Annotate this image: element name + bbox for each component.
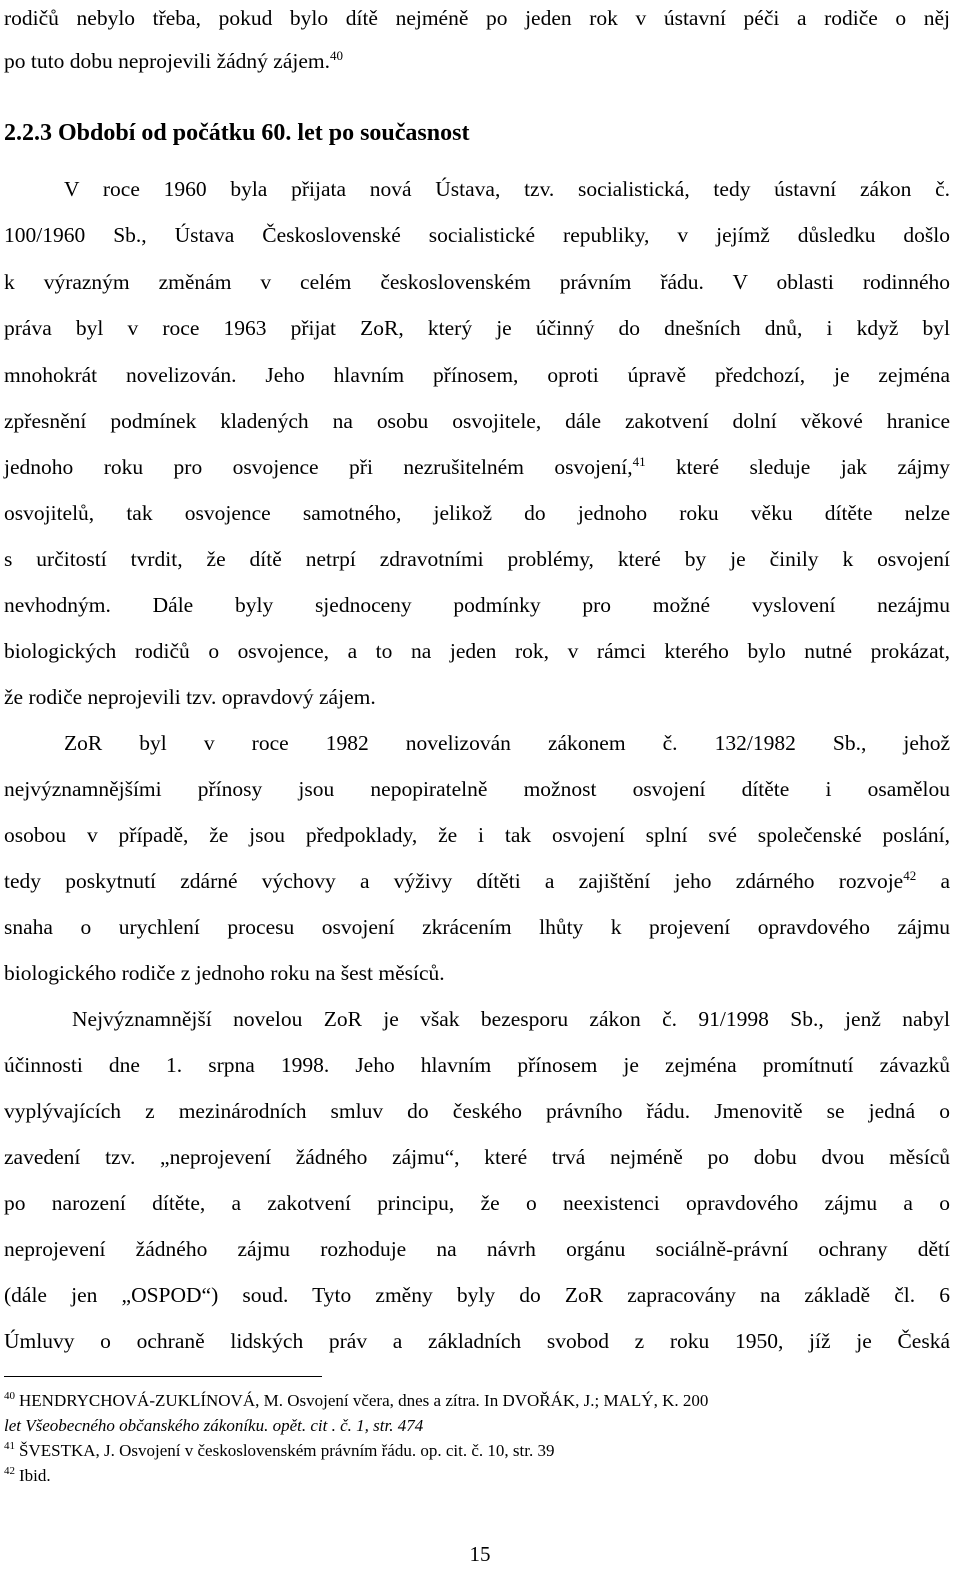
body-line: V roce 1960 byla přijata nová Ústava, tzv. socialistická, tedy ústavní zákon č. [64, 177, 950, 201]
body-line: s určitostí tvrdit, že dítě netrpí zdravotními problémy, které by je činily k osvojení [4, 547, 950, 571]
footnote-number: 40 [4, 1390, 15, 1403]
body-line: zpřesnění podmínek kladených na osobu osvojitele, dále zakotvení dolní věkové hranice [4, 409, 950, 433]
body-line: že rodiče neprojevili tzv. opravdový zájem. [4, 685, 376, 709]
body-line: účinnosti dne 1. srpna 1998. Jeho hlavním přínosem je zejména promítnutí závazků [4, 1053, 950, 1077]
body-line: rodičů nebylo třeba, pokud bylo dítě nejméně po jeden rok v ústavní péči a rodiče o něj [4, 6, 950, 30]
body-line: snaha o urychlení procesu osvojení zkrácením lhůty k projevení opravdového zájmu [4, 915, 950, 939]
footnote-number: 41 [4, 1440, 15, 1453]
body-line: biologického rodiče z jednoho roku na šest měsíců. [4, 961, 445, 985]
body-line: mnohokrát novelizován. Jeho hlavním přínosem, oproti úpravě předchozí, je zejména [4, 363, 950, 387]
body-line: 100/1960 Sb., Ústava Československé socialistické republiky, v jejímž důsledku došlo [4, 223, 950, 247]
body-line: (dále jen „OSPOD“) soud. Tyto změny byly do ZoR zapracovány na základě čl. 6 [4, 1283, 950, 1307]
page-number: 15 [469, 1542, 491, 1566]
footnote: $^{40}$ HENDRYCHOVÁ-ZUKLÍNOVÁ, M. Osvojení včera, dnes a zítra. In DVOŘÁK, J.; MALÝ, K. 200 [4, 1390, 709, 1410]
body-line: nevhodným. Dále byly sjednoceny podmínky pro možné vyslovení nezájmu [4, 593, 950, 617]
body-line: osobou v případě, že jsou předpoklady, že i tak osvojení splní své společenské poslání, [4, 823, 950, 847]
footnote-separator [4, 1376, 322, 1377]
footnote: let Všeobecného občanského zákoníku. opět. cit . č. 1, str. 474 [4, 1416, 424, 1435]
body-line: Nejvýznamnější novelou ZoR je však bezesporu zákon č. 91/1998 Sb., jenž nabyl [72, 1007, 950, 1031]
footnote-ref[interactable]: 42 [903, 867, 917, 883]
body-line: biologických rodičů o osvojence, a to na jeden rok, v rámci kterého bylo nutné prokázat, [4, 639, 950, 663]
footnote: $^{41}$ ŠVESTKA, J. Osvojení v československém právním řádu. op. cit. č. 10, str. 39 [4, 1440, 555, 1460]
body-line: ZoR byl v roce 1982 novelizován zákonem č. 132/1982 Sb., jehož [64, 731, 950, 755]
body-line: práva byl v roce 1963 přijat ZoR, který je účinný do dnešních dnů, i když byl [4, 316, 950, 340]
body-line: k výrazným změnám v celém československém právním řádu. V oblasti rodinného [4, 270, 950, 294]
body-line: neprojevení žádného zájmu rozhoduje na návrh orgánu sociálně-právní ochrany dětí [4, 1237, 950, 1261]
section-heading: 2.2.3 Období od počátku 60. let po současnost [4, 120, 470, 146]
footnote-ref[interactable]: 40 [330, 47, 343, 63]
footnote: $^{42}$ Ibid. [4, 1465, 51, 1485]
footnote-ref[interactable]: 41 [632, 453, 646, 469]
body-line: zavedení tzv. „neprojevení žádného zájmu“, které trvá nejméně po dobu dvou měsíců [4, 1145, 950, 1169]
body-line: jednoho roku pro osvojence při nezrušitelném osvojení,$^{41}$ které sleduje jak zájmy [4, 453, 951, 479]
body-line: vyplývajících z mezinárodních smluv do českého právního řádu. Jmenovitě se jedná o [4, 1099, 950, 1123]
body-line: Úmluvy o ochraně lidských práv a základních svobod z roku 1950, jíž je Česká [4, 1329, 950, 1353]
footnote-number: 42 [4, 1465, 15, 1478]
body-line: nejvýznamnějšími přínosy jsou nepopiratelně možnost osvojení dítěte i osamělou [4, 777, 950, 801]
body-line: po tuto dobu neprojevili žádný zájem.$^{40}$ [4, 47, 343, 73]
body-line: po narození dítěte, a zakotvení principu, že o neexistenci opravdového zájmu a o [4, 1191, 950, 1215]
body-line: osvojitelů, tak osvojence samotného, jelikož do jednoho roku věku dítěte nelze [4, 501, 950, 525]
body-line: tedy poskytnutí zdárné výchovy a výživy dítěti a zajištění jeho zdárného rozvoje$^{42}$ a [4, 867, 950, 893]
